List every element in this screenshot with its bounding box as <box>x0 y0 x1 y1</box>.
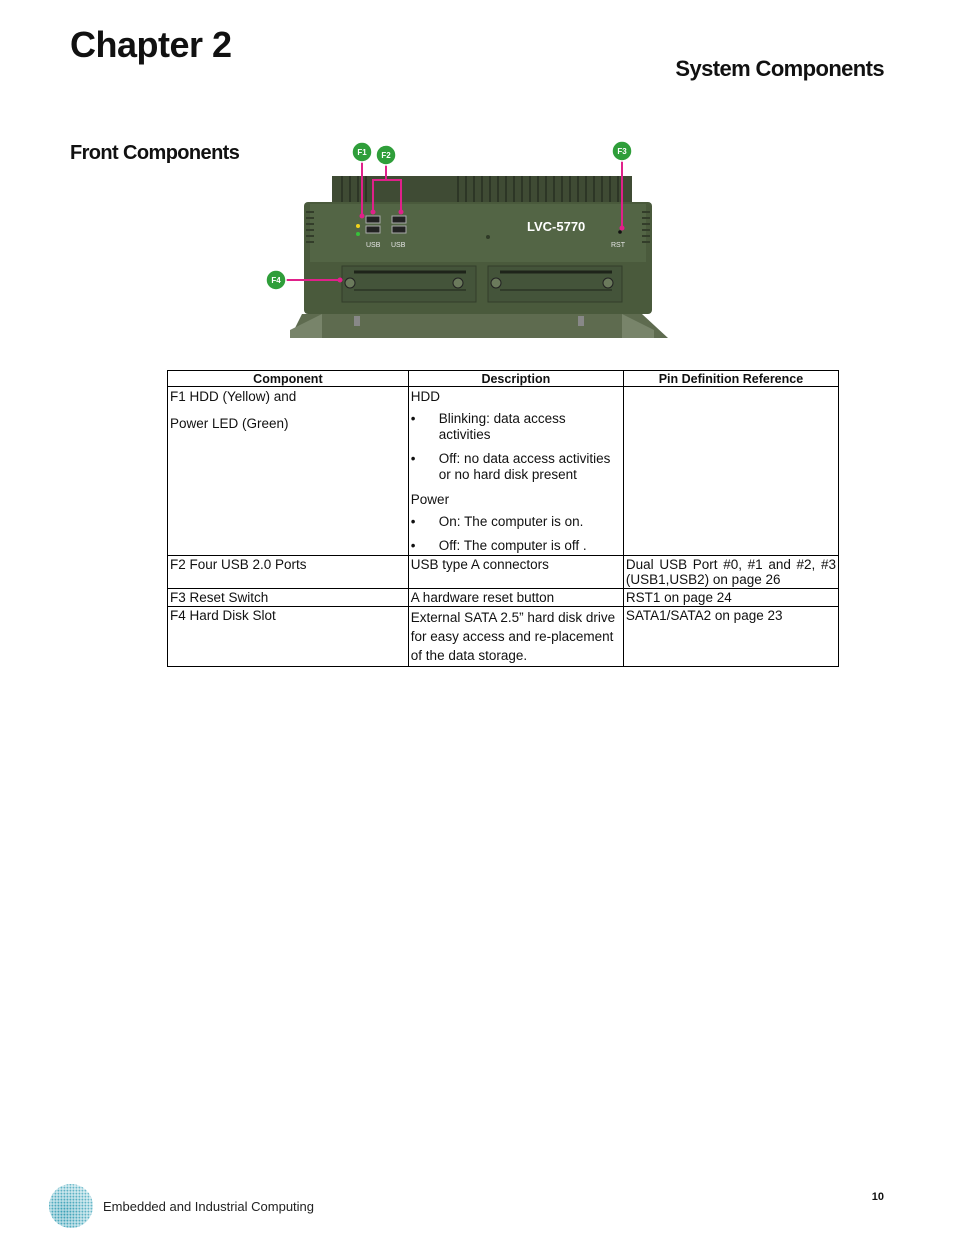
list-item: • Off: no data access activities or no hard disk present <box>411 451 621 483</box>
power-list <box>411 514 621 554</box>
row1-component: F1 HDD (Yellow) and Power LED (Green) <box>168 387 409 556</box>
table-row <box>168 589 839 607</box>
row2-description: USB type A connectors <box>408 556 623 589</box>
company-logo-icon <box>48 1183 94 1229</box>
components-table <box>167 370 839 667</box>
list-item: • On: The computer is on. <box>411 514 621 530</box>
page-number: 10 <box>871 1191 884 1203</box>
svg-text:F3: F3 <box>617 147 627 156</box>
hdd-led <box>356 224 360 228</box>
table-row <box>168 387 839 556</box>
row3-description: A hardware reset button <box>408 589 623 607</box>
power-led <box>356 232 360 236</box>
callout-f1 <box>352 142 372 162</box>
row1-description: HDD • Blinking: data access activities • Off: no data access activities or no hard disk present Power • On: The computer is on. • Off: The computer is off . <box>408 387 623 556</box>
table-header-row <box>168 371 839 387</box>
footer-text: Embedded and Industrial Computing <box>103 1199 315 1214</box>
usb-label: USB <box>366 242 381 249</box>
usb-label: USB <box>391 242 406 249</box>
hdd-list <box>411 411 621 483</box>
screw-icon <box>578 316 584 326</box>
row4-description: External SATA 2.5” hard disk drive for easy access and re-placement of the data storage. <box>408 607 623 667</box>
row3-component: F3 Reset Switch <box>168 589 409 607</box>
row2-reference: Dual USB Port #0, #1 and #2, #3 (USB1,USB2) on page 26 <box>623 556 838 589</box>
row1-reference <box>623 387 838 556</box>
front-panel-upper <box>310 204 646 262</box>
list-item: • Blinking: data access activities <box>411 411 621 443</box>
callout-f3 <box>612 141 632 161</box>
svg-text:F2: F2 <box>381 151 391 160</box>
row4-component: F4 Hard Disk Slot <box>168 607 409 667</box>
callout-f4 <box>266 270 286 290</box>
row2-component: F2 Four USB 2.0 Ports <box>168 556 409 589</box>
callout-f2 <box>376 145 396 165</box>
row3-reference: RST1 on page 24 <box>623 589 838 607</box>
chapter-title: Chapter 2 <box>70 24 232 65</box>
svg-text:F4: F4 <box>271 276 281 285</box>
header-pin-reference: Pin Definition Reference <box>623 371 838 387</box>
section-title: System Components <box>675 56 884 81</box>
rst-label: RST <box>611 242 625 249</box>
reset-button <box>618 230 622 234</box>
subsection-title: Front Components <box>70 142 240 164</box>
mounting-plate <box>290 314 668 338</box>
table-row <box>168 607 839 667</box>
screw-icon <box>354 316 360 326</box>
header-description: Description <box>408 371 623 387</box>
screw-icon <box>486 235 490 239</box>
list-item: • Off: The computer is off . <box>411 538 621 554</box>
table-row <box>168 556 839 589</box>
svg-text:F1: F1 <box>357 148 367 157</box>
header-component: Component <box>168 371 409 387</box>
row4-reference: SATA1/SATA2 on page 23 <box>623 607 838 667</box>
model-label: LVC-5770 <box>527 219 586 234</box>
front-panel-figure <box>262 138 682 348</box>
